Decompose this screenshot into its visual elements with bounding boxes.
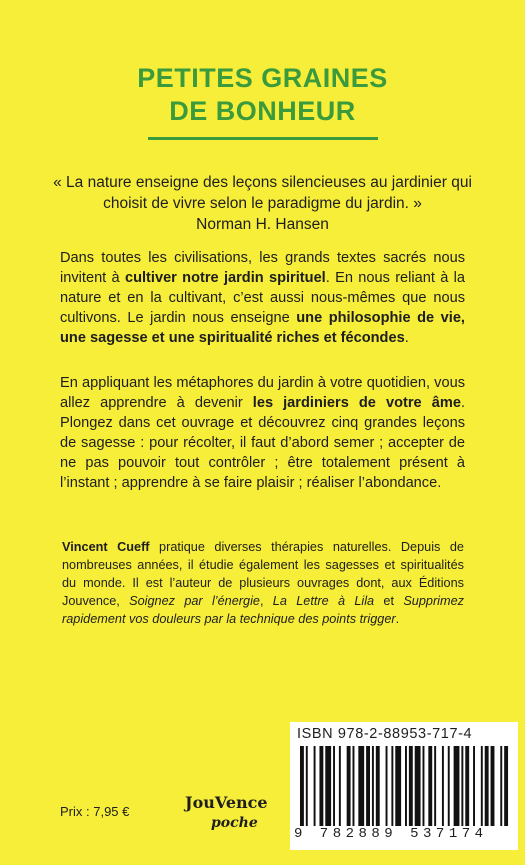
barcode-bar <box>405 746 407 826</box>
barcode-bar <box>481 746 483 826</box>
barcode-bar <box>386 746 388 826</box>
barcode-bar <box>314 746 316 826</box>
publisher-collection: poche <box>211 815 258 831</box>
barcode-bar <box>409 746 413 826</box>
barcode-bar <box>485 746 489 826</box>
barcode-bar <box>500 746 502 826</box>
p1-text-e: . <box>404 330 409 346</box>
barcode-bar <box>319 746 323 826</box>
book-title-3: Supprimez rapidement vos douleurs par la technique des points trigger <box>62 594 464 626</box>
book-title-2: La Lettre à Lila <box>272 594 375 608</box>
title-underline <box>148 137 378 140</box>
isbn-label: ISBN 978-2-88953-717-4 <box>297 726 473 742</box>
barcode-bar <box>358 746 364 826</box>
barcode-bar <box>372 746 374 826</box>
book-title-1: Soignez par l’énergie <box>129 594 260 608</box>
author-bio <box>62 538 464 628</box>
epigraph-quote <box>40 172 485 235</box>
bio-sep-2: et <box>374 594 404 608</box>
bio-end: . <box>395 612 400 626</box>
barcode-bar <box>465 746 469 826</box>
barcode-bar <box>376 746 380 826</box>
p2-text-a: En appliquant les métaphores du jardin à votre quotidien, vous allez apprendre à devenir <box>60 375 465 411</box>
barcode-bar <box>504 746 508 826</box>
barcode-bar <box>428 746 432 826</box>
barcode-bar <box>306 746 308 826</box>
barcode-bar <box>423 746 425 826</box>
p1-bold-d: une philosophie de vie, une sagesse et une spiritualité riches et fécondes <box>60 310 465 346</box>
quote-author: Norman H. Hansen <box>196 216 329 233</box>
barcode-bar <box>461 746 463 826</box>
barcode-bar <box>434 746 436 826</box>
barcode-bar <box>415 746 421 826</box>
publisher-name: JouVence <box>185 793 268 812</box>
barcode-bar <box>473 746 475 826</box>
barcode-bar <box>353 746 355 826</box>
description-paragraph-1 <box>60 248 465 348</box>
bio-text: pratique diverses thérapies naturelles. Depuis de nombreuses années, il étudie également les sagesses et spiritualités du monde. Il est l’auteur de plusieurs ouvrages dont, aux Éditions Jouvence, <box>62 540 464 608</box>
barcode-bar <box>491 746 495 826</box>
description-paragraph-2 <box>60 373 465 493</box>
barcode-digits: 9 782889 537174 <box>294 826 488 842</box>
barcode-bar <box>391 746 393 826</box>
barcode-bar <box>366 746 370 826</box>
publisher-logo <box>185 793 268 845</box>
quote-text: « La nature enseigne des leçons silencieuses au jardinier qui choisit de vivre selon le paradigme du jardin. » <box>53 174 472 212</box>
barcode-bar <box>442 746 444 826</box>
title-line-1: PETITES GRAINES <box>137 63 388 93</box>
barcode-bar <box>300 746 304 826</box>
p1-bold-b: cultiver notre jardin spirituel <box>124 270 326 286</box>
book-title <box>0 62 525 128</box>
barcode-icon <box>300 746 510 826</box>
p2-text-c: . Plongez dans cet ouvrage et découvrez cinq grandes leçons de sagesse : pour récolter, il faut d’abord semer ; accepter de ne pas pouvoir tout contrôler ; être totalement présent à l’instant ; apprendre à se faire plaisir ; réaliser l’abondance. <box>60 395 465 491</box>
author-name: Vincent Cueff <box>62 540 150 554</box>
barcode-bar <box>325 746 331 826</box>
barcode-bar <box>339 746 341 826</box>
p1-text-c: . En nous reliant à la nature et en la cultivant, c’est aussi nous-mêmes que nous cultivons. Le jardin nous enseigne <box>60 270 466 326</box>
bio-sep-1: , <box>259 594 273 608</box>
p1-text-a: Dans toutes les civilisations, les grands textes sacrés nous invitent à <box>60 250 465 286</box>
barcode-bar <box>454 746 460 826</box>
p2-bold-b: les jardiniers de votre âme <box>252 395 461 411</box>
barcode-bar <box>347 746 351 826</box>
title-line-2: DE BONHEUR <box>169 96 356 126</box>
barcode-bar <box>333 746 335 826</box>
barcode-bar <box>448 746 450 826</box>
barcode-bar <box>395 746 401 826</box>
price-label: Prix : 7,95 € <box>60 804 130 819</box>
